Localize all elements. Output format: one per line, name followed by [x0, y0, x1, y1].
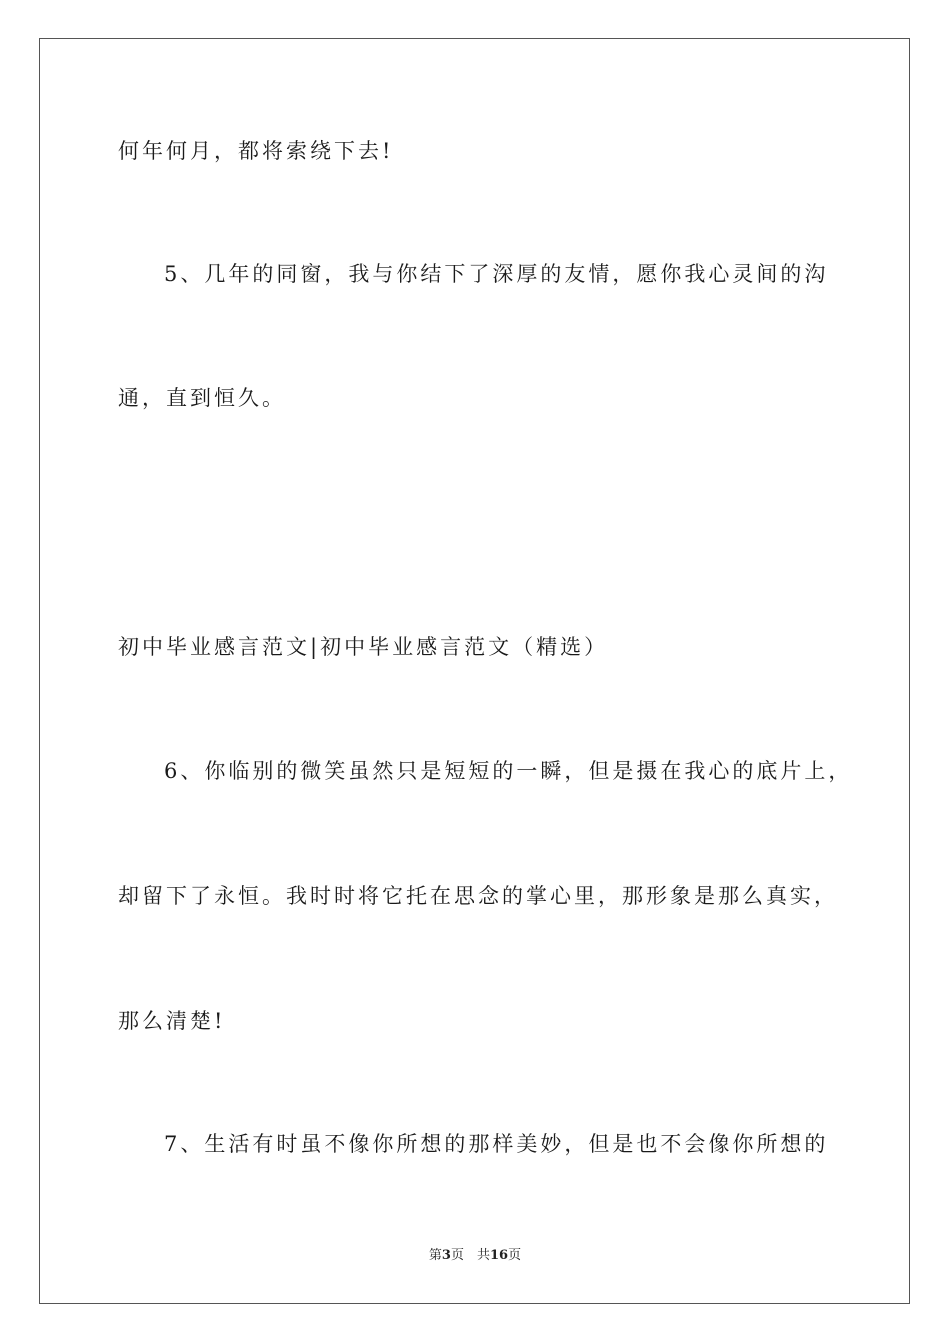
text-line-5: 6、你临别的微笑虽然只是短短的一瞬，但是摄在我心的底片上，: [164, 759, 853, 783]
footer-page-number: 3: [441, 1248, 451, 1263]
footer-suffix: 页: [508, 1248, 522, 1263]
text-line-6: 却留下了永恒。我时时将它托在思念的掌心里，那形象是那么真实，: [118, 884, 838, 908]
footer-mid: 页 共: [450, 1248, 490, 1263]
footer-prefix: 第: [428, 1248, 442, 1263]
page-frame: [39, 38, 910, 1304]
page-footer: [0, 1244, 950, 1263]
section-heading: 初中毕业感言范文|初中毕业感言范文（精选）: [118, 635, 609, 659]
text-line-7: 那么清楚!: [118, 1009, 226, 1033]
text-line-2: 5、几年的同窗，我与你结下了深厚的友情，愿你我心灵间的沟: [164, 262, 829, 286]
text-line-3: 通，直到恒久。: [118, 386, 286, 410]
text-line-1: 何年何月，都将索绕下去!: [118, 139, 394, 163]
footer-total-pages: 16: [489, 1248, 509, 1263]
text-line-8: 7、生活有时虽不像你所想的那样美妙，但是也不会像你所想的: [164, 1132, 829, 1156]
